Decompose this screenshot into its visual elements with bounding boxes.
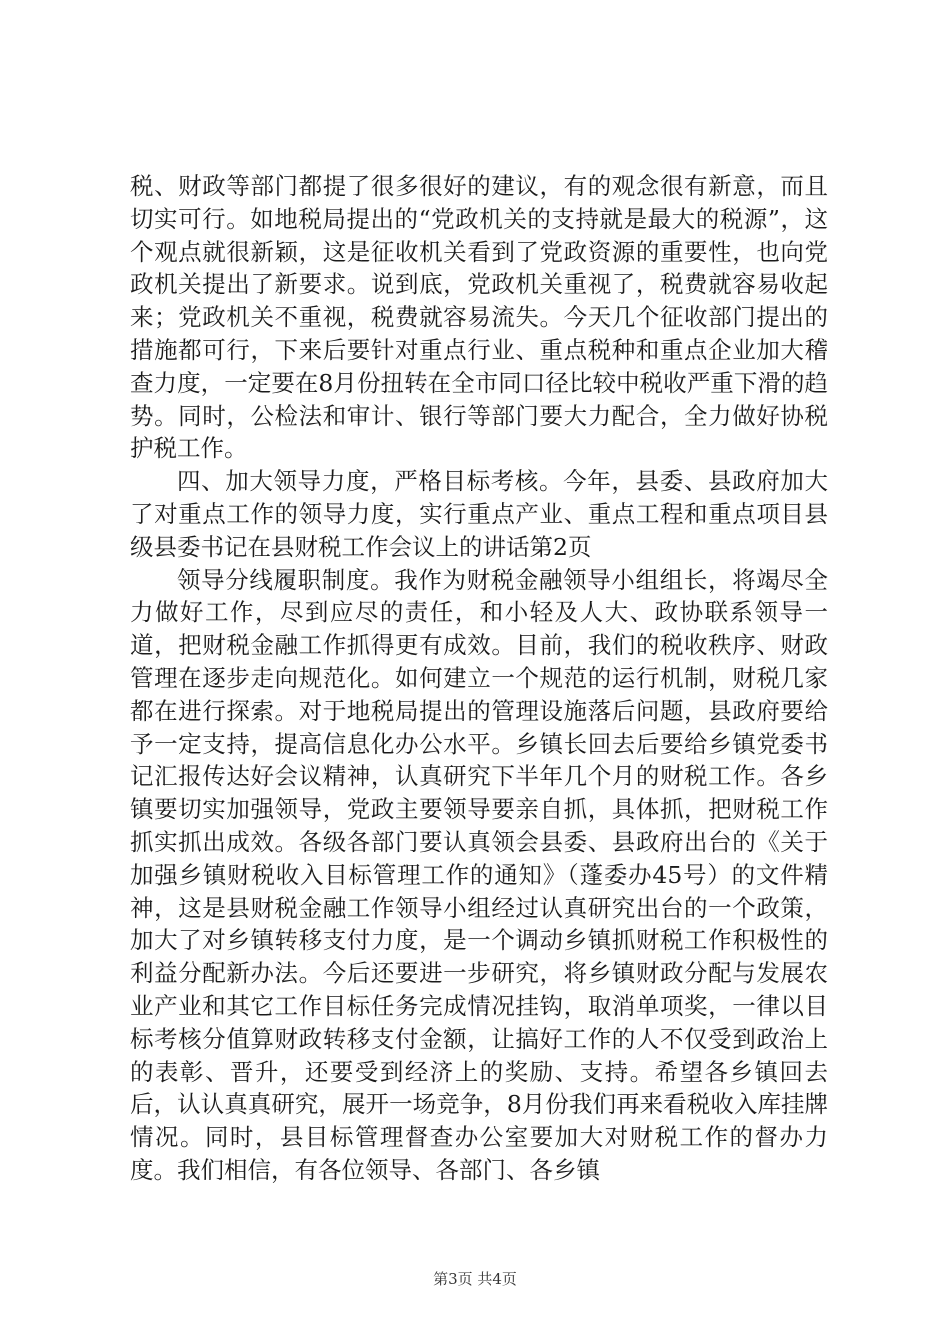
page-footer: 第3页 共4页 [433,1270,517,1288]
paragraph-leadership: 领导分线履职制度。我作为财税金融领导小组组长，将竭尽全力做好工作，尽到应尽的责任，和小轻及人大、政协联系领导一道，把财税金融工作抓得更有成效。目前，我们的税收秩序、财政管理在逐步走向规范化。如何建立一个规范的运行机制，财税几家都在进行探索。对于地税局提出的管理设施落后问题，县政府要给予一定支持，提高信息化办公水平。乡镇长回去后要给乡镇党委书记汇报传达好会议精神，认真研究下半年几个月的财税工作。各乡镇要切实加强领导，党政主要领导要亲自抓，具体抓，把财税工作抓实抓出成效。各级各部门要认真领会县委、县政府出台的《关于加强乡镇财税收入目标管理工作的通知》（蓬委办45号）的文件精神，这是县财税金融工作领导小组经过认真研究出台的一个政策，加大了对乡镇转移支付力度，是一个调动乡镇抓财税工作积极性的利益分配新办法。今后还要进一步研究，将乡镇财政分配与发展农业产业和其它工作目标任务完成情况挂钩，取消单项奖，一律以目标考核分值算财政转移支付金额，让搞好工作的人不仅受到政治上的表彰、晋升，还要受到经济上的奖励、支持。希望各乡镇回去后，认认真真研究，展开一场竞争，8月份我们再来看税收入库挂牌情况。同时，县目标管理督查办公室要加大对财税工作的督办力度。我们相信，有各位领导、各部门、各乡镇 [130,565,828,1184]
document-body [130,170,828,1187]
paragraph-section-four: 四、加大领导力度，严格目标考核。今年，县委、县政府加大了对重点工作的领导力度，实行重点产业、重点工程和重点项目县级县委书记在县财税工作会议上的讲话第2页 [130,467,828,561]
paragraph-continuation: 税、财政等部门都提了很多很好的建议，有的观念很有新意，而且切实可行。如地税局提出的“党政机关的支持就是最大的税源”，这个观点就很新颖，这是征收机关看到了党政资源的重要性，也向党政机关提出了新要求。说到底，党政机关重视了，税费就容易收起来；党政机关不重视，税费就容易流失。今天几个征收部门提出的措施都可行，下来后要针对重点行业、重点税种和重点企业加大稽查力度，一定要在8月份扭转在全市同口径比较中税收严重下滑的趋势。同时，公检法和审计、银行等部门要大力配合，全力做好协税护税工作。 [130,172,828,463]
